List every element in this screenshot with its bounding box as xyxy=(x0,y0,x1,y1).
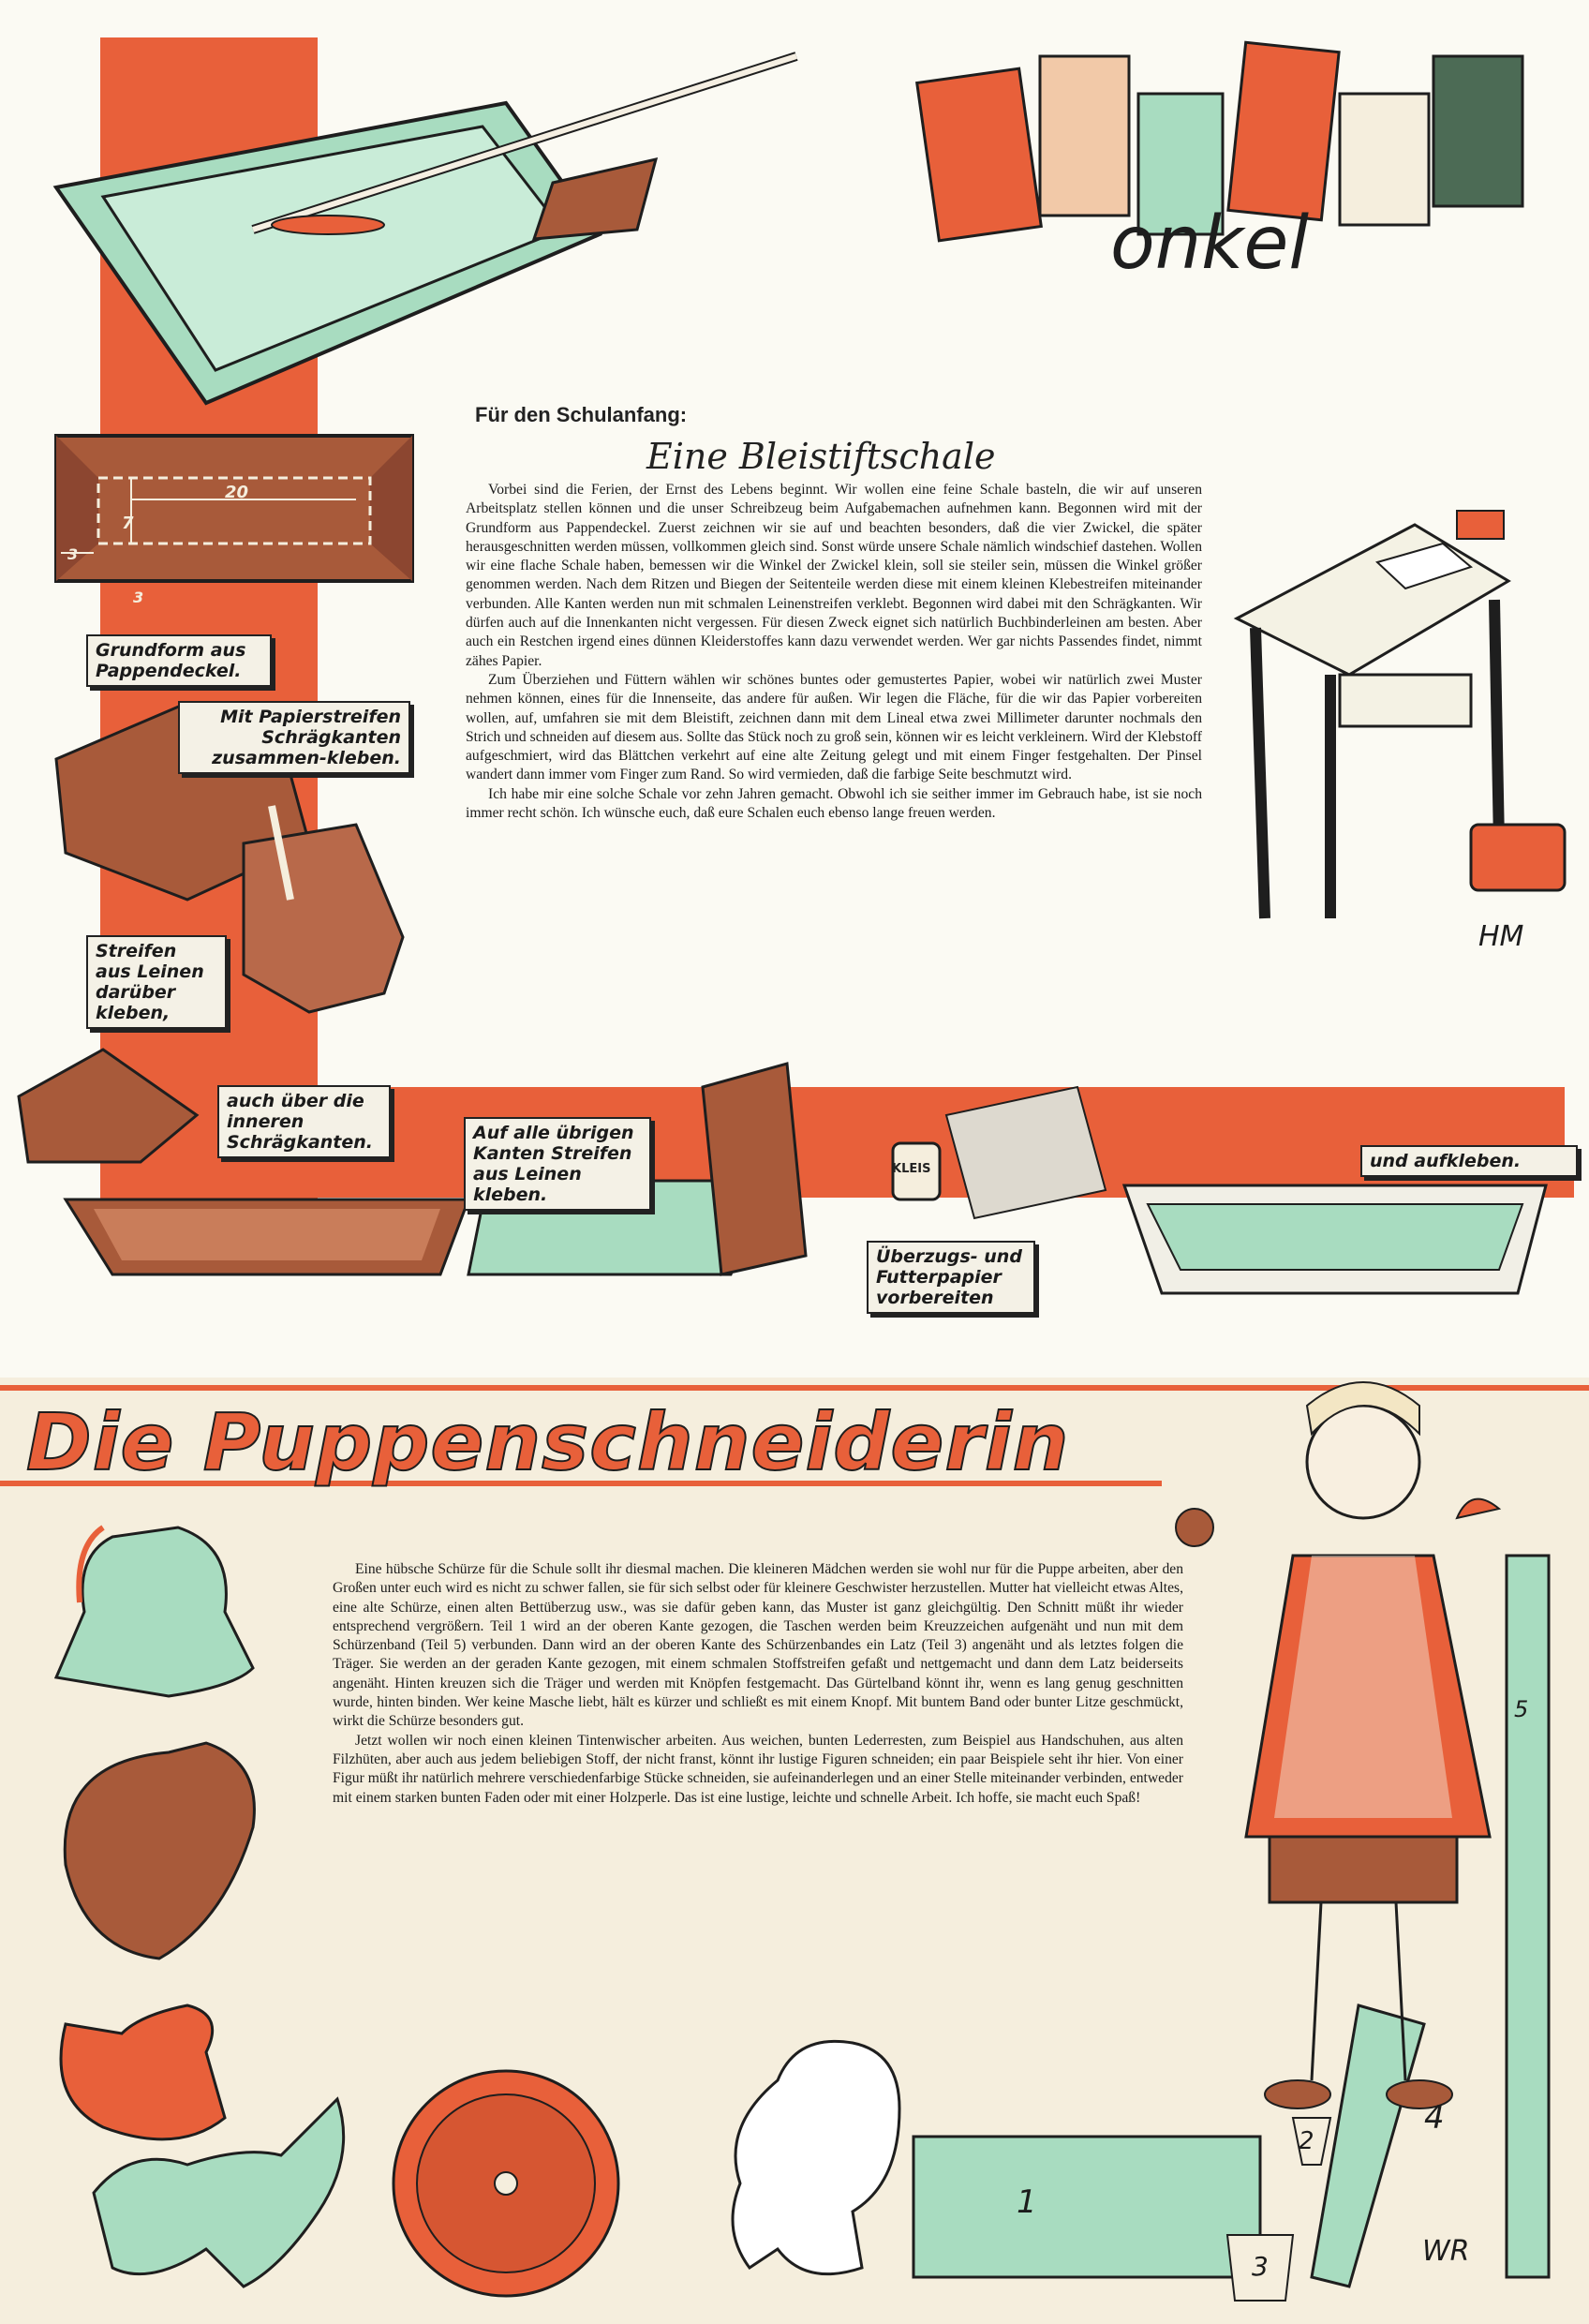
article1-paragraph-1: Vorbei sind die Ferien, der Ernst des Lebens beginnt. Wir wollen eine feine Schale basteln, die wir auf unseren Arbeitsplatz stellen können und die unser Schreibzeug beim Aufgabemachen aufnehmen kann. Begonnen wird mit der Grundform aus Pappendeckel. Zuerst zeichnen wir sie auf und beachten besonders, daß die vier Zwickel, die später herausgeschnitten werden müssen, vollkommen gleich sind. Sonst würde unsere Schale nämlich windschief dastehen. Wollen wir eine flache Schale haben, bemessen wir die Winkel der Zwickel klein, soll sie steiler sein, müssen die Winkel größer genommen werden. Nach dem Ritzen und Biegen der Seitenteile werden diese mit einem kleinen Klebestreifen miteinander verbunden. Alle Kanten werden nun mit schmalen Leinenstreifen verklebt. Begonnen wird dabei mit den Schrägkanten. Wir dürfen auch auf die Innenkanten nicht vergessen. Für diesen Zweck eignet sich natürlich Buchbinderleinen am besten. Aber auch ein Restchen irgend eines dünnen Kleiderstoffes kann dazu verwendet werden. Wer gar nichts Passendes findet, nimmt zähes Papier. xyxy=(466,482,1202,669)
article1-signature: HM xyxy=(1478,920,1524,953)
article1-paragraph-3: Ich habe mir eine solche Schale vor zehn Jahren gemacht. Obwohl ich sie seither immer im Gebrauch habe, ist sie noch immer recht schön. Ich wünsche euch, daß eure Schalen euch ebenso lange freuen werden. xyxy=(466,785,1202,822)
article1-title: Eine Bleistiftschale xyxy=(646,436,996,477)
article2-title: Die Puppenschneiderin xyxy=(26,1396,1070,1488)
pattern-part-1: 1 xyxy=(1017,2183,1037,2221)
label-ueberzug: Überzugs- und Futterpapier vorbereiten xyxy=(867,1241,1035,1314)
label-papierstreifen: Mit Papierstreifen Schrägkanten zusammen-kleben. xyxy=(178,701,410,774)
template-drawing xyxy=(56,436,412,581)
label-streifen: Streifen aus Leinen darüber kleben, xyxy=(86,935,227,1029)
article1-kicker: Für den Schulanfang: xyxy=(475,403,688,426)
label-grundform: Grundform aus Pappendeckel. xyxy=(86,634,272,687)
dimension-flap: 3 xyxy=(133,588,144,606)
dimension-side: 3 xyxy=(67,545,79,563)
article1-body xyxy=(466,481,1202,823)
article2-signature: WR xyxy=(1422,2235,1470,2268)
article2-body xyxy=(333,1560,1183,1808)
logo-subtitle: onkel xyxy=(1110,201,1309,286)
label-aufkleben: und aufkleben. xyxy=(1360,1145,1578,1177)
article1-paragraph-2: Zum Überziehen und Füttern wählen wir schönes buntes oder gemustertes Papier, wobei wir natürlich zwei Muster nehmen können, eines für die Innenseite, das andere für außen. Wir legen die Fläche, für die wir das Papier vorbereiten wollen, auf, umfahren sie mit dem Bleistift, zeichnen dann mit dem Lineal etwa zwei Millimeter darunter nochmals den Strich und schneiden auf diesem aus. Sollte das Stück noch zu groß sein, können wir es leicht verkleinern. Wird der Klebstoff aufgeschmiert, wird das Blättchen verkehrt auf eine alte Zeitung gelegt und mit einem Finger festgehalten. Der Pinsel wandert dann immer vom Finger zum Rand. So wird vermieden, daß die farbige Seite beschmutzt wird. xyxy=(466,671,1202,783)
article2-paragraph-1: Eine hübsche Schürze für die Schule sollt ihr diesmal machen. Die kleineren Mädchen werden sie wohl nur für die Puppe arbeiten, aber den Großen unter euch wird es nicht zu schwer fallen, sie für sich selbst oder für kleinere Geschwister herzustellen. Mutter hat vielleicht etwas Altes, eine alte Schürze, einen alten Bettüberzug usw., was sie dafür geben kann, das Muster ist ganz gleichgültig. Den Schnitt müßt ihr wieder entsprechend vergrößern. Teil 1 wird an der oberen Kante gezogen, die Taschen werden beim Kreuzzeichen aufgenäht und nun mit dem Schürzenband (Teil 5) verbunden. Dann wird an der oberen Kante des Schürzenbandes ein Latz (Teil 3) angenäht und als letztes folgen die Träger. Sie werden an der geraden Kante gezogen, mit einem schmalen Stoffstreifen gefaßt und nettgemacht und dann dem Latz beiderseits angenäht. Hinten kreuzen sich die Träger und werden mit Knöpfen festgemacht. Das Gürtelband könnt ihr, wenn es lang genug geschnitten wurde, hinten binden. Wer keine Masche liebt, hält es kürzer und schließt es mit einem Knopf. Mit buntem Band oder bunter Litze geschmückt, wirkt die Schürze besonders gut. xyxy=(333,1561,1183,1730)
pattern-part-3: 3 xyxy=(1252,2251,1269,2282)
logo-word xyxy=(937,89,1537,211)
pattern-part-4: 4 xyxy=(1424,2099,1445,2137)
pattern-part-5: 5 xyxy=(1514,1696,1529,1722)
dimension-height: 7 xyxy=(122,514,134,533)
glue-jar-label: KLEIS xyxy=(892,1162,931,1176)
pattern-part-2: 2 xyxy=(1299,2127,1314,2155)
label-uebrige: Auf alle übrigen Kanten Streifen aus Leinen kleben. xyxy=(464,1117,651,1211)
article2-paragraph-2: Jetzt wollen wir noch einen kleinen Tintenwischer arbeiten. Aus weichen, bunten Lederresten, zum Beispiel aus Handschuhen, aus alten Filzhüten, aber auch aus jedem beliebigen Stoff, der nicht franst, könnt ihr lustige Figuren schneiden; ein paar Beispiele seht ihr hier. Von einer Figur müßt ihr natürlich mehrere verschiedenfarbige Stücke schneiden, sie aufeinanderlegen und an einer Stelle miteinander verbinden, entweder mit einem starken bunten Faden oder mit einer Holzperle. Das ist eine lustige, leichte und schnelle Arbeit. Ich hoffe, sie macht euch Spaß! xyxy=(333,1732,1183,1806)
dimension-length: 20 xyxy=(225,483,249,502)
label-innere: auch über die inneren Schrägkanten. xyxy=(217,1085,391,1158)
